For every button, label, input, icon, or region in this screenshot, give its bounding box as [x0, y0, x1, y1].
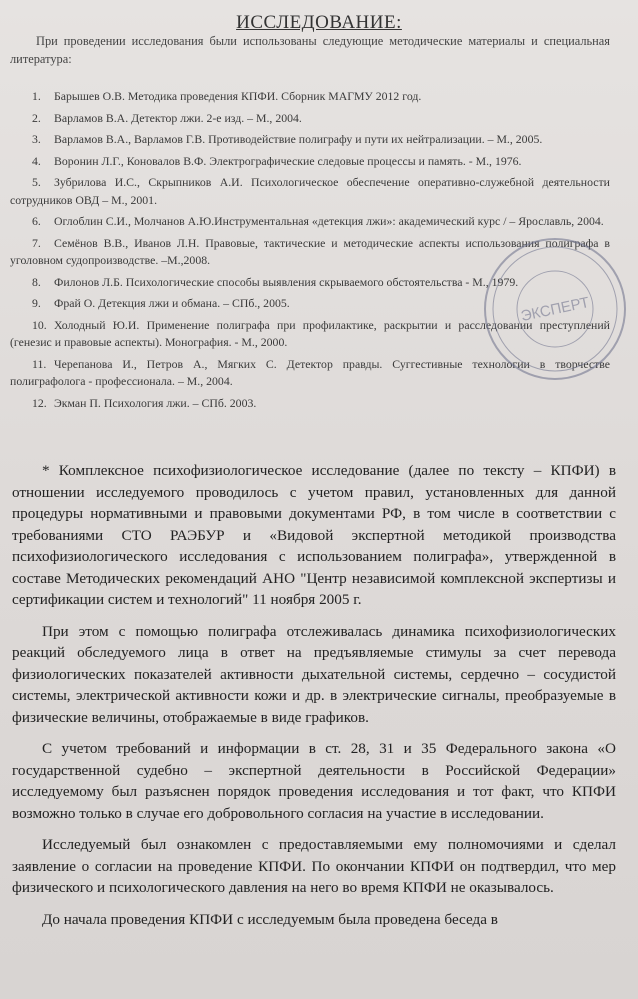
reference-text: Варламов В.А., Варламов Г.В. Противодействие полиграфу и пути их нейтрализации. – М., 2005. — [54, 132, 543, 146]
reference-number: 4. — [32, 153, 41, 168]
reference-number: 9. — [32, 296, 41, 310]
reference-text: Семёнов В.В., Иванов Л.Н. Правовые, тактические и методические аспекты использования полиграфа в уголовном судопроизводстве. –М.,2008. — [10, 235, 610, 267]
expert-stamp — [478, 232, 633, 387]
reference-item — [10, 153, 610, 171]
reference-number: 5. — [32, 175, 41, 189]
body-text — [12, 460, 616, 940]
reference-text: Варламов В.А. Детектор лжи. 2-е изд. – М., 2004. — [54, 110, 302, 125]
reference-item — [10, 110, 610, 128]
reference-number: 3. — [32, 132, 41, 146]
reference-number: 2. — [32, 110, 41, 125]
reference-text: Фрай О. Детекция лжи и обмана. – СПб., 2005. — [54, 296, 290, 310]
reference-text: Филонов Л.Б. Психологические способы выявления скрываемого обстоятельства - М., 1979. — [54, 274, 519, 289]
paragraph: Исследуемый был ознакомлен с предоставляемыми ему полномочиями и сделал заявление о согласии на проведение КПФИ. По окончании КПФИ он подтвердил, что мер физического и психологического давления на него во время КПФИ не оказывалось. — [12, 836, 616, 896]
intro-text: При проведении исследования были использованы следующие методические материалы и специальная литература: — [10, 34, 610, 66]
reference-item — [10, 131, 610, 149]
reference-item — [10, 88, 610, 106]
reference-text: Холодный Ю.И. Применение полиграфа при профилактике, раскрытии и расследовании преступлений (генезис и правовые аспекты). Монография. - М., 2000. — [10, 317, 610, 349]
paragraph: До начала проведения КПФИ с исследуемым была проведена беседа в — [42, 910, 498, 928]
reference-item — [10, 174, 610, 209]
reference-text: Зубрилова И.С., Скрыпников А.И. Психологическое обеспечение оперативно-служебной деятельности сотрудников ОВД – М., 2001. — [10, 175, 610, 207]
reference-number: 8. — [32, 274, 41, 289]
reference-number: 7. — [32, 235, 41, 250]
reference-number: 11. — [32, 356, 47, 371]
reference-text: Экман П. Психология лжи. – СПб. 2003. — [54, 395, 257, 410]
reference-item — [10, 395, 610, 413]
reference-number: 12. — [32, 395, 47, 410]
reference-number: 1. — [32, 89, 41, 103]
reference-text: Барышев О.В. Методика проведения КПФИ. Сборник МАГМУ 2012 год. — [54, 89, 422, 103]
reference-text: Черепанова И., Петров А., Мягких С. Детектор правды. Суггестивные технологии в творчестве полиграфолога - профессионала. – М., 2004. — [10, 356, 610, 388]
reference-text: Оглоблин С.И., Молчанов А.Ю.Инструментальная «детекция лжи»: академический курс / – Ярославль, 2004. — [54, 214, 604, 228]
document-title: ИССЛЕДОВАНИЕ: — [236, 12, 402, 33]
paragraph: При этом с помощью полиграфа отслеживалась динамика психофизиологических реакций обследуемого лица в ответ на предъявляемые стимулы за счет перевода физиологических показателей активности дыхательной системы, сердечно – сосудистой системы, электрической активности кожи и др. в электрические сигналы, преобразуемые в физические величины, отображаемые в виде графиков. — [12, 622, 616, 726]
paragraph: С учетом требований и информации в ст. 28, 31 и 35 Федерального закона «О государственной судебно – экспертной деятельности в Российской Федерации» исследуемому был разъяснен порядок проведения исследования и тот факт, что КПФИ возможно только в случае его добровольного согласия на участие в исследовании. — [12, 740, 616, 822]
paragraph: * Комплексное психофизиологическое исследование (далее по тексту – КПФИ) в отношении исследуемого проводилось с учетом правил, установленных для данной процедуры нормативными и правовыми документами РФ, в том числе в соответствии с требованиями СТО РАЭБУР и «Видовой экспертной методикой производства психофизиологического исследования с использованием полиграфа», утвержденной в составе Методических рекомендаций АНО "Центр независимой комплексной экспертизы и сертификации систем и технологий" 11 ноября 2005 г. — [12, 462, 616, 608]
reference-number: 6. — [32, 214, 41, 228]
stamp-text: ЭКСПЕРТ — [519, 293, 591, 326]
reference-text: Воронин Л.Г., Коновалов В.Ф. Электрографические следовые процессы и память. - М., 1976. — [54, 153, 522, 168]
reference-item — [10, 213, 610, 231]
reference-number: 10. — [32, 317, 47, 332]
